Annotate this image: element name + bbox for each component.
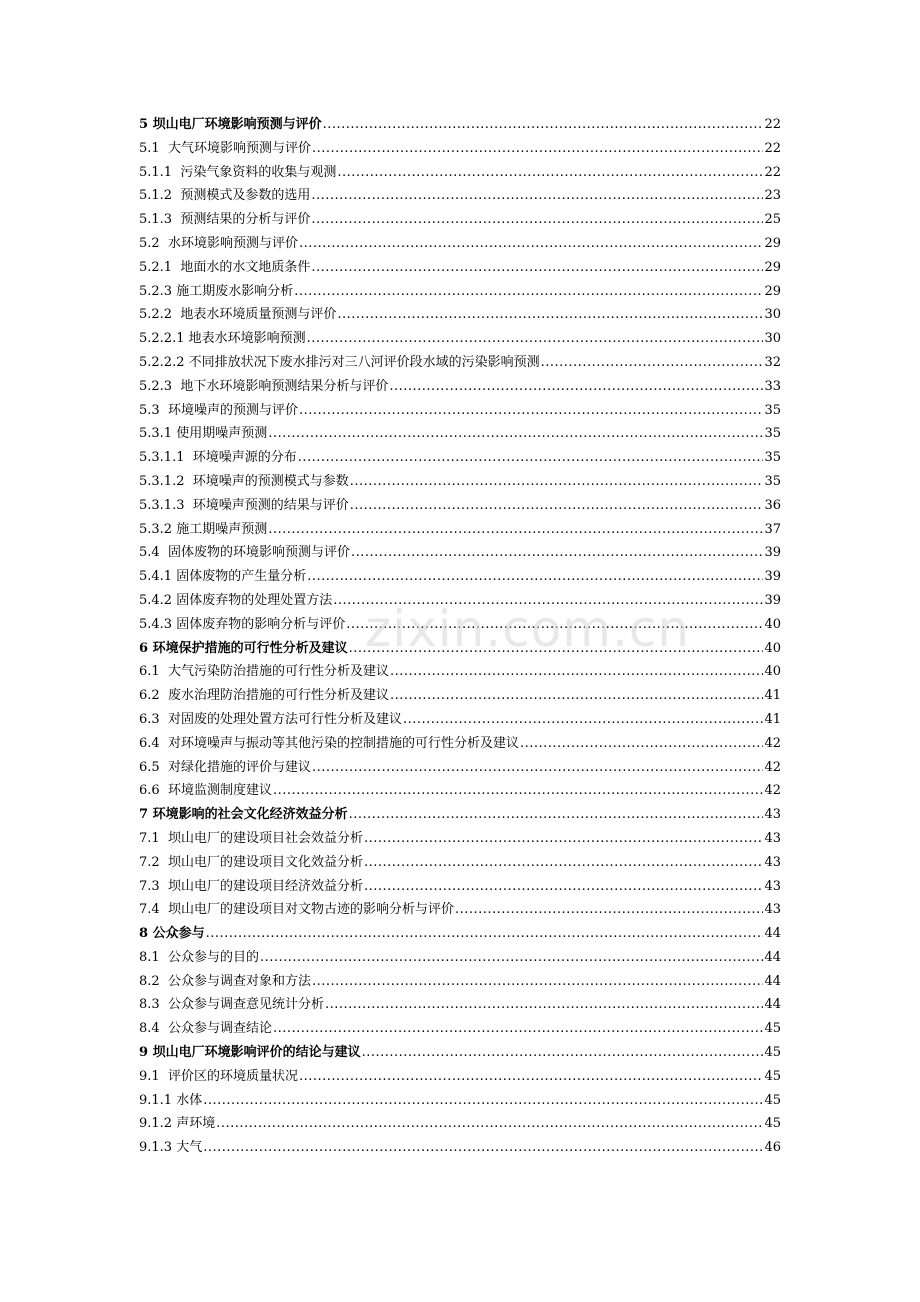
toc-entry[interactable] [139,946,781,970]
toc-entry[interactable] [139,803,781,827]
toc-entry-page-number: 29 [764,283,781,299]
toc-leader-dots [312,756,764,780]
toc-entry-title: 5.4 固体废物的环境影响预测与评价 [139,545,350,561]
toc-entry[interactable] [139,113,781,137]
toc-entry[interactable] [139,280,781,304]
toc-leader-dots [311,256,763,280]
toc-entry-title: 7.3 坝山电厂的建设项目经济效益分析 [139,878,363,894]
toc-leader-dots [390,684,764,708]
toc-leader-dots [307,565,763,589]
toc-entry-page-number: 35 [764,402,781,418]
toc-entry-page-number: 45 [764,1045,781,1061]
toc-entry-title: 5.3 环境噪声的预测与评价 [139,402,298,418]
toc-entry[interactable] [139,970,781,994]
toc-entry-title: 5.4.3 固体废弃物的影响分析与评价 [139,616,346,632]
toc-entry-page-number: 40 [764,664,781,680]
toc-leader-dots [312,137,764,161]
toc-leader-dots [299,232,764,256]
toc-entry-title: 6.2 废水治理防治措施的可行性分析及建议 [139,688,389,704]
toc-entry[interactable] [139,375,781,399]
toc-entry-title: 6.6 环境监测制度建议 [139,783,272,799]
toc-entry[interactable] [139,732,781,756]
toc-entry-page-number: 45 [764,1021,781,1037]
toc-leader-dots [203,1089,763,1113]
toc-entry[interactable] [139,993,781,1017]
toc-entry-page-number: 32 [764,354,781,370]
toc-entry-title: 6.4 对环境噪声与振动等其他污染的控制措施的可行性分析及建议 [139,735,519,751]
toc-entry-page-number: 43 [764,902,781,918]
toc-leader-dots [390,660,764,684]
toc-leader-dots [273,1017,764,1041]
toc-entry-title: 9 坝山电厂环境影响评价的结论与建议 [139,1045,361,1061]
toc-entry-title: 8.1 公众参与的目的 [139,949,259,965]
watermark: zixin.com.cn [365,600,691,658]
toc-entry-title: 5.2 水环境影响预测与评价 [139,235,298,251]
toc-leader-dots [312,970,764,994]
toc-entry[interactable] [139,637,781,661]
toc-entry[interactable] [139,613,781,637]
toc-entry-page-number: 30 [764,331,781,347]
toc-entry-page-number: 42 [764,735,781,751]
toc-entry-page-number: 36 [764,497,781,513]
toc-leader-dots [337,161,763,185]
toc-entry[interactable] [139,541,781,565]
toc-entry-page-number: 35 [764,450,781,466]
toc-entry[interactable] [139,708,781,732]
toc-entry[interactable] [139,922,781,946]
toc-entry-page-number: 37 [764,521,781,537]
toc-entry-title: 7.4 坝山电厂的建设项目对文物古迹的影响分析与评价 [139,902,454,918]
toc-entry-page-number: 45 [764,1068,781,1084]
toc-leader-dots [403,708,764,732]
toc-entry[interactable] [139,184,781,208]
toc-entry-title: 8.3 公众参与调查意见统计分析 [139,997,324,1013]
toc-entry[interactable] [139,1136,781,1160]
toc-entry[interactable] [139,446,781,470]
toc-leader-dots [349,803,764,827]
toc-leader-dots [333,589,763,613]
toc-entry-page-number: 44 [764,926,781,942]
toc-entry-title: 5.3.1.3 环境噪声预测的结果与评价 [139,497,349,513]
toc-entry[interactable] [139,422,781,446]
toc-entry-title: 6.5 对绿化措施的评价与建议 [139,759,311,775]
toc-leader-dots [307,327,764,351]
toc-entry[interactable] [139,303,781,327]
toc-entry[interactable] [139,518,781,542]
toc-entry-page-number: 41 [764,711,781,727]
toc-entry[interactable] [139,684,781,708]
toc-entry-page-number: 44 [764,949,781,965]
toc-entry-title: 8 公众参与 [139,926,205,942]
toc-leader-dots [362,1041,764,1065]
toc-entry-title: 5.4.1 固体废物的产生量分析 [139,569,307,585]
toc-leader-dots [299,399,764,423]
toc-entry[interactable] [139,851,781,875]
toc-leader-dots [364,827,764,851]
toc-entry-title: 5.1 大气环境影响预测与评价 [139,140,311,156]
toc-entry-title: 8.2 公众参与调查对象和方法 [139,973,311,989]
toc-entry[interactable] [139,399,781,423]
toc-leader-dots [389,375,763,399]
toc-entry[interactable] [139,1041,781,1065]
toc-leader-dots [206,922,764,946]
toc-entry-page-number: 44 [764,973,781,989]
toc-entry[interactable] [139,875,781,899]
toc-entry-page-number: 45 [764,1092,781,1108]
toc-entry-page-number: 22 [764,164,781,180]
toc-entry-title: 5.3.2 施工期噪声预测 [139,521,268,537]
toc-entry-title: 5.2.3 地下水环境影响预测结果分析与评价 [139,378,389,394]
toc-entry-title: 5.2.2 地表水环境质量预测与评价 [139,307,337,323]
toc-leader-dots [268,422,763,446]
toc-leader-dots [350,470,764,494]
toc-entry[interactable] [139,494,781,518]
toc-leader-dots [346,613,763,637]
toc-entry-title: 5 坝山电厂环境影响预测与评价 [139,117,322,132]
toc-entry-page-number: 42 [764,759,781,775]
toc-entry[interactable] [139,779,781,803]
toc-entry-page-number: 33 [764,378,781,394]
toc-leader-dots [349,637,764,661]
toc-entry-page-number: 43 [764,854,781,870]
toc-leader-dots [203,1136,763,1160]
toc-entry-page-number: 43 [764,878,781,894]
toc-entry-page-number: 29 [764,259,781,275]
toc-entry-title: 5.3.1.2 环境噪声的预测模式与参数 [139,473,349,489]
toc-leader-dots [216,1112,763,1136]
toc-entry-page-number: 39 [764,569,781,585]
toc-entry[interactable] [139,1017,781,1041]
toc-entry-title: 5.1.2 预测模式及参数的选用 [139,188,311,204]
toc-entry-page-number: 42 [764,783,781,799]
toc-entry[interactable] [139,161,781,185]
toc-entry-title: 7.2 坝山电厂的建设项目文化效益分析 [139,854,363,870]
toc-entry-title: 5.2.1 地面水的水文地质条件 [139,259,311,275]
toc-leader-dots [268,518,763,542]
toc-entry-page-number: 43 [764,830,781,846]
toc-entry-title: 9.1.2 声环境 [139,1116,216,1132]
toc-entry[interactable] [139,1089,781,1113]
toc-entry[interactable] [139,351,781,375]
toc-leader-dots [541,351,764,375]
toc-entry-title: 6 环境保护措施的可行性分析及建议 [139,640,348,656]
toc-entry-page-number: 35 [764,473,781,489]
toc-entry-title: 7.1 坝山电厂的建设项目社会效益分析 [139,830,363,846]
toc-leader-dots [364,851,764,875]
toc-leader-dots [323,113,764,137]
table-of-contents [139,113,781,1160]
toc-entry-page-number: 30 [764,307,781,323]
toc-entry-page-number: 40 [764,616,781,632]
toc-entry-title: 8.4 公众参与调查结论 [139,1021,272,1037]
toc-entry[interactable] [139,660,781,684]
toc-entry[interactable] [139,470,781,494]
toc-entry[interactable] [139,137,781,161]
toc-entry[interactable] [139,589,781,613]
toc-entry[interactable] [139,827,781,851]
toc-entry-title: 5.3.1 使用期噪声预测 [139,426,268,442]
toc-entry-title: 5.2.3 施工期废水影响分析 [139,283,294,299]
toc-entry[interactable] [139,898,781,922]
toc-leader-dots [298,446,764,470]
toc-entry-page-number: 44 [764,997,781,1013]
toc-entry-page-number: 39 [764,545,781,561]
toc-entry-page-number: 35 [764,426,781,442]
toc-entry-page-number: 22 [764,117,781,132]
toc-entry[interactable] [139,756,781,780]
toc-entry[interactable] [139,1065,781,1089]
toc-leader-dots [294,280,763,304]
toc-entry[interactable] [139,327,781,351]
toc-leader-dots [311,208,763,232]
toc-entry-title: 5.2.2.2 不同排放状况下废水排污对三八河评价段水域的污染影响预测 [139,354,540,370]
toc-leader-dots [337,303,763,327]
toc-entry-page-number: 22 [764,140,781,156]
toc-entry-page-number: 29 [764,235,781,251]
toc-leader-dots [364,875,764,899]
toc-entry-title: 9.1.1 水体 [139,1092,203,1108]
toc-entry-page-number: 43 [764,807,781,823]
toc-leader-dots [325,993,764,1017]
toc-leader-dots [311,184,763,208]
toc-entry-title: 9.1.3 大气 [139,1140,203,1156]
toc-entry-title: 7 环境影响的社会文化经济效益分析 [139,807,348,823]
toc-entry-title: 6.1 大气污染防治措施的可行性分析及建议 [139,664,389,680]
toc-entry-page-number: 40 [764,640,781,656]
toc-entry[interactable] [139,256,781,280]
toc-entry-title: 5.4.2 固体废弃物的处理处置方法 [139,592,333,608]
toc-entry-page-number: 46 [764,1140,781,1156]
toc-entry[interactable] [139,232,781,256]
toc-entry-page-number: 25 [764,212,781,228]
toc-entry-page-number: 39 [764,592,781,608]
toc-entry-title: 6.3 对固废的处理处置方法可行性分析及建议 [139,711,402,727]
toc-entry-title: 9.1 评价区的环境质量状况 [139,1068,298,1084]
toc-leader-dots [350,494,764,518]
toc-entry-page-number: 45 [764,1116,781,1132]
toc-entry[interactable] [139,1112,781,1136]
toc-entry-title: 5.1.3 预测结果的分析与评价 [139,212,311,228]
toc-leader-dots [260,946,764,970]
toc-entry-page-number: 41 [764,688,781,704]
toc-leader-dots [351,541,764,565]
toc-entry-title: 5.2.2.1 地表水环境影响预测 [139,331,306,347]
toc-entry-title: 5.1.1 污染气象资料的收集与观测 [139,164,337,180]
toc-leader-dots [273,779,764,803]
toc-leader-dots [299,1065,764,1089]
toc-entry-title: 5.3.1.1 环境噪声源的分布 [139,450,297,466]
toc-leader-dots [455,898,764,922]
toc-leader-dots [520,732,764,756]
toc-entry[interactable] [139,565,781,589]
toc-entry[interactable] [139,208,781,232]
toc-entry-page-number: 23 [764,188,781,204]
